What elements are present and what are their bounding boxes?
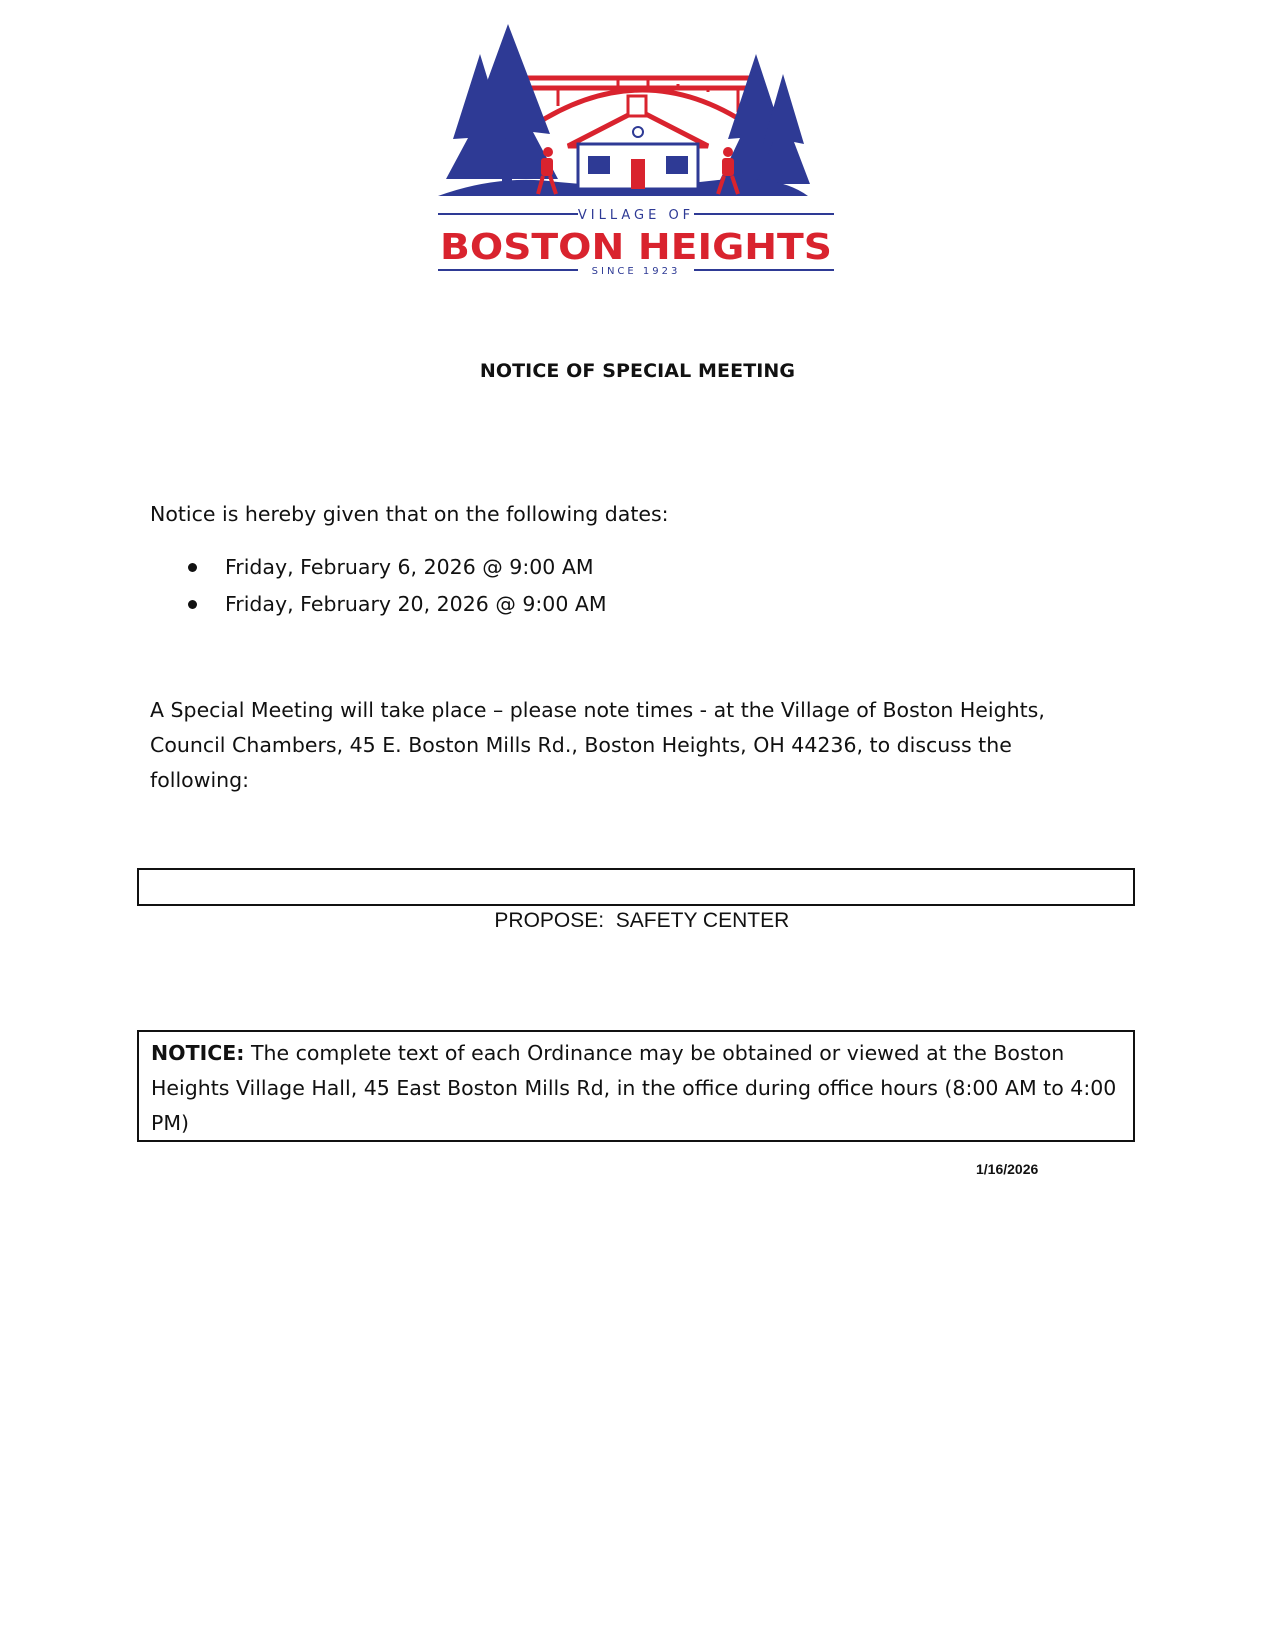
bullet-icon [188, 563, 197, 572]
date-stamp: 1/16/2026 [976, 1161, 1039, 1177]
list-item [150, 590, 607, 627]
meeting-date: Friday, February 6, 2026 @ 9:00 AM [225, 555, 594, 579]
logo-name: BOSTON HEIGHTS [440, 227, 832, 268]
meeting-description: A Special Meeting will take place – please note times - at the Village of Boston Heights, Council Chambers, 45 E. Boston Mills Rd., Boston Heights, OH 44236, to discuss the following: [150, 698, 1045, 792]
propose-text: PROPOSE: SAFETY CENTER [494, 909, 790, 932]
page-title: NOTICE OF SPECIAL MEETING [479, 360, 796, 382]
meeting-date: Friday, February 20, 2026 @ 9:00 AM [225, 592, 607, 616]
intro-text: Notice is hereby given that on the following dates: [150, 502, 669, 526]
list-item [150, 553, 607, 590]
notice-box [137, 1030, 1135, 1142]
notice-label: NOTICE: [151, 1041, 245, 1065]
meeting-dates-list [150, 553, 607, 627]
bullet-icon [188, 600, 197, 609]
notice-text: The complete text of each Ordinance may be obtained or viewed at the Boston Heights Village Hall, 45 East Boston Mills Rd, in the office during office hours (8:00 AM to 4:00 PM) [151, 1041, 1117, 1135]
logo-village-of: VILLAGE OF [577, 208, 695, 223]
village-logo [438, 14, 834, 276]
logo-since: SINCE 1923 [591, 266, 681, 276]
house-icon [568, 96, 708, 189]
propose-box [137, 868, 1135, 932]
